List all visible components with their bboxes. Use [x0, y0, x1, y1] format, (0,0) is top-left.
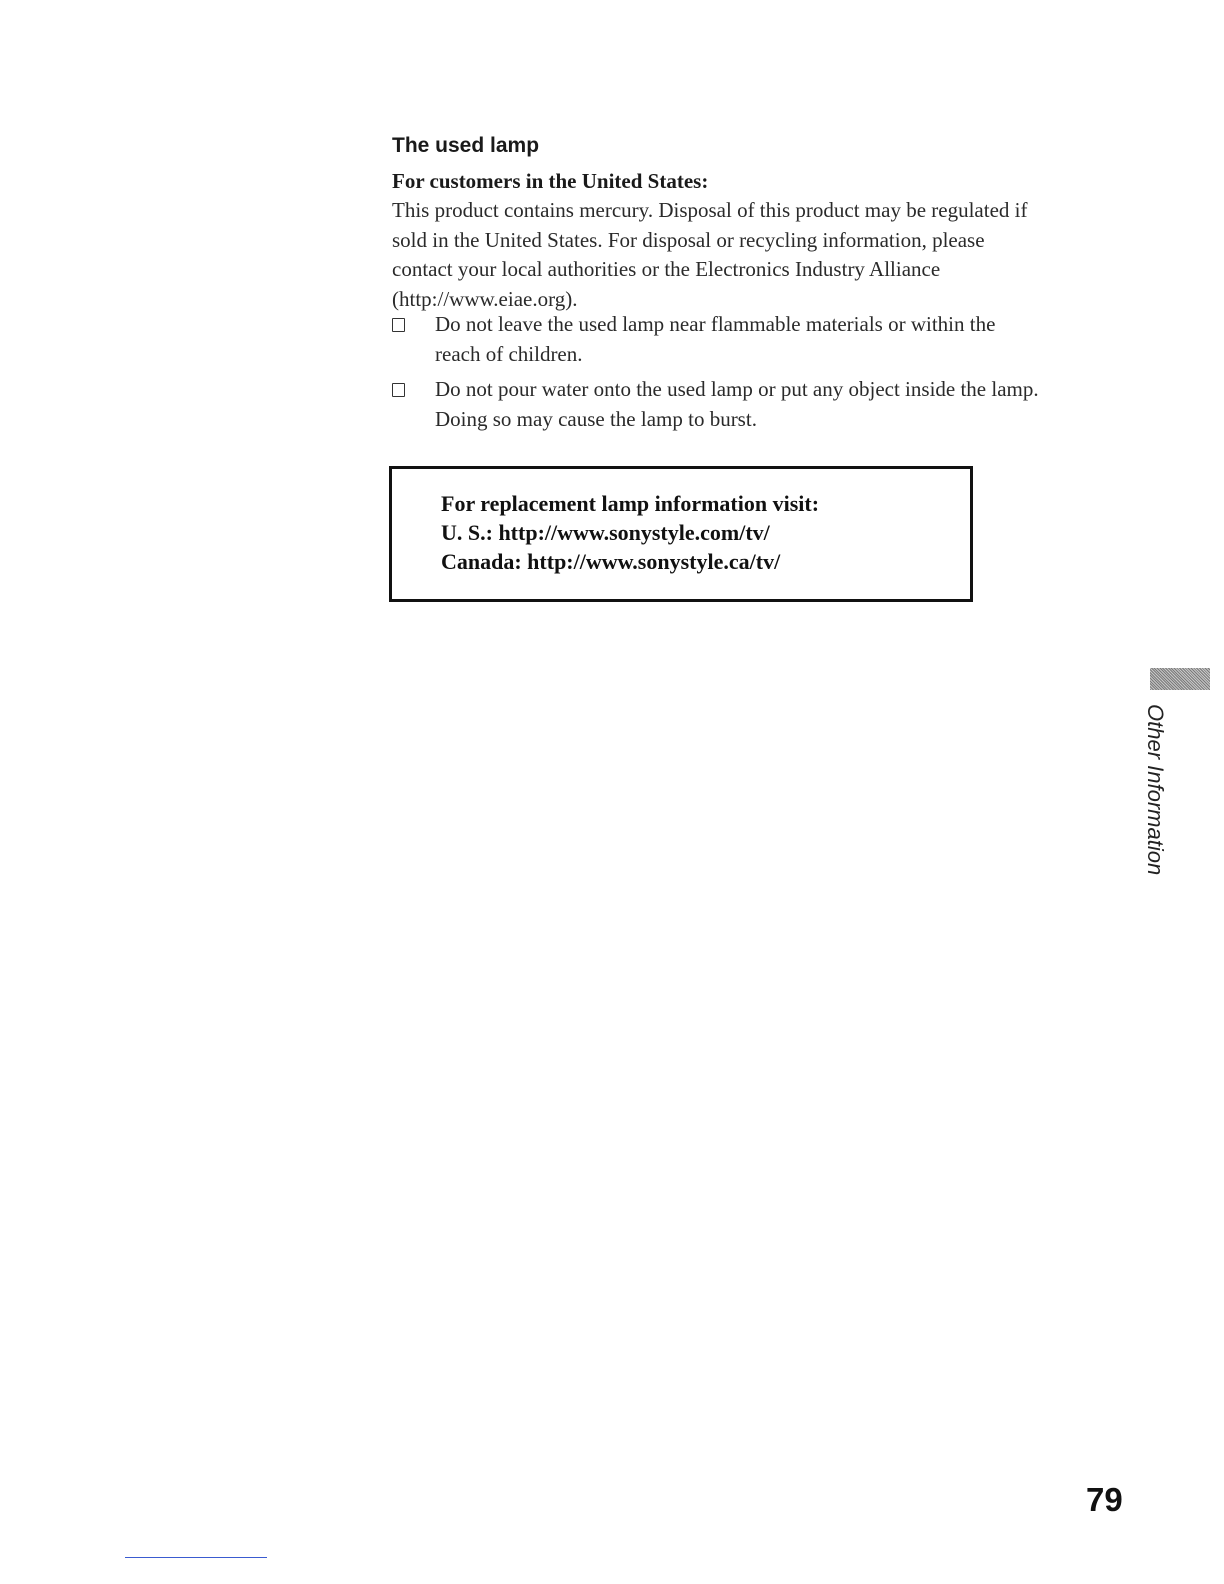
mercury-disposal-paragraph: [392, 196, 1132, 314]
bullet-line: Doing so may cause the lamp to burst.: [435, 406, 757, 431]
page-number: 79: [1086, 1481, 1123, 1518]
footer-rule: [125, 1557, 267, 1558]
bullet-line: Do not leave the used lamp near flammable materials or within the: [435, 312, 996, 336]
section-tab-label: Other Information: [1143, 704, 1168, 876]
bullet-line: reach of children.: [435, 341, 583, 366]
replacement-info-heading: For replacement lamp information visit:: [441, 491, 820, 516]
section-tab-marker: [1150, 668, 1210, 690]
body-line: This product contains mercury. Disposal of this product may be regulated if: [392, 198, 1028, 222]
us-url-line: U. S.: http://www.sonystyle.com/tv/: [441, 520, 770, 545]
body-line: (http://www.eiae.org).: [392, 286, 578, 311]
bullet-line: Do not pour water onto the used lamp or put any object inside the lamp.: [435, 377, 1039, 401]
list-item: [392, 310, 1132, 369]
list-item: [392, 375, 1132, 434]
subheading-us-customers: For customers in the United States:: [392, 169, 709, 193]
replacement-lamp-info-box: [389, 466, 973, 602]
section-heading: The used lamp: [392, 134, 540, 157]
canada-url-line: Canada: http://www.sonystyle.ca/tv/: [441, 549, 781, 574]
body-line: sold in the United States. For disposal or recycling information, please: [392, 227, 985, 252]
body-line: contact your local authorities or the Electronics Industry Alliance: [392, 257, 941, 281]
checkbox-bullet-icon: [392, 383, 405, 397]
lamp-safety-list: [392, 310, 1132, 440]
checkbox-bullet-icon: [392, 318, 405, 332]
